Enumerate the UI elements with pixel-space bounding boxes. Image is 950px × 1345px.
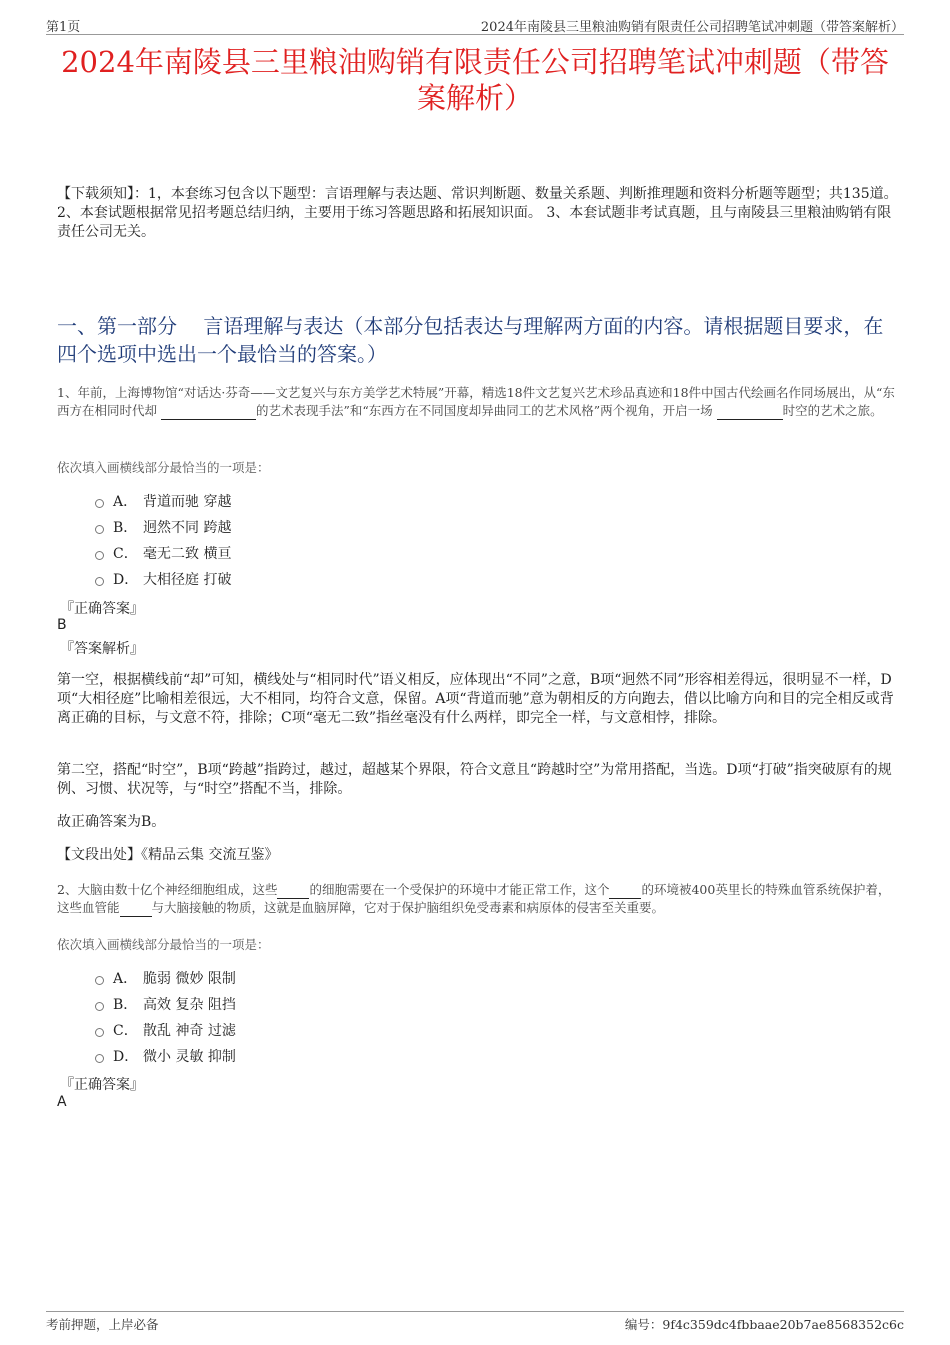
option-text: 大相径庭 打破: [143, 572, 232, 588]
page-footer: [46, 1311, 904, 1332]
q2-text-a: 2、大脑由数十亿个神经细胞组成，这些: [57, 882, 278, 897]
radio-icon[interactable]: [95, 1028, 104, 1037]
q2-instruction: 依次填入画横线部分最恰当的一项是：: [57, 937, 270, 952]
q1-text-c: 时空的艺术之旅。: [782, 403, 883, 418]
download-notice: 【下载须知】：1，本套练习包含以下题型：言语理解与表达题、常识判断题、数量关系题、判断推理题和资料分析题等题型；共135道。 2、本套试题根据常见招考题总结归纳，主要用于练习答题思路和拓展知识面。 3、本套试题非考试真题，且与南陵县三里粮油购销有限责任公司无关。: [57, 186, 898, 240]
q1-conclusion: 故正确答案为B。: [57, 814, 166, 830]
question-2-stem: [57, 881, 902, 917]
radio-icon[interactable]: [95, 1054, 104, 1063]
q2-option-a[interactable]: [95, 965, 236, 991]
q1-option-b[interactable]: [95, 514, 231, 540]
option-text: 毫无二致 横亘: [143, 546, 232, 562]
q2-blank-1: [277, 898, 309, 899]
q1-source: 【文段出处】《精品云集 交流互鉴》: [57, 847, 279, 863]
q2-answer: A: [57, 1094, 67, 1110]
q1-option-d[interactable]: [95, 566, 231, 592]
q2-text-c: 的环境被400英里长的特殊血管系统保护着，这些血管能: [57, 882, 891, 915]
q2-option-b[interactable]: [95, 991, 236, 1017]
option-text: 微小 灵敏 抑制: [143, 1049, 236, 1065]
section-title: 一、第一部分 言语理解与表达（本部分包括表达与理解两方面的内容。请根据题目要求，在四个选项中选出一个最恰当的答案。）: [57, 314, 884, 366]
radio-icon[interactable]: [95, 499, 104, 508]
page-number: 第1页: [46, 20, 81, 35]
q2-answer-label: 『正确答案』: [60, 1077, 144, 1093]
radio-icon[interactable]: [95, 577, 104, 586]
header-doc-title: 2024年南陵县三里粮油购销有限责任公司招聘笔试冲刺题（带答案解析）: [480, 20, 904, 35]
option-text: 脆弱 微妙 限制: [143, 971, 236, 987]
option-letter: C．: [113, 546, 138, 562]
q2-text-d: 与大脑接触的物质，这就是血脑屏障，它对于保护脑组织免受毒素和病原体的侵害至关重要。: [151, 900, 665, 915]
q2-blank-3: [120, 916, 152, 917]
q2-blank-2: [609, 898, 641, 899]
option-letter: D．: [113, 572, 139, 588]
q1-answer-label: 『正确答案』: [60, 601, 144, 617]
option-text: 背道而驰 穿越: [143, 494, 232, 510]
q1-analysis-label: 『答案解析』: [60, 641, 144, 657]
q1-blank-2: [717, 419, 783, 420]
page-header: [46, 14, 904, 35]
q2-options: [95, 965, 236, 1069]
q1-option-c[interactable]: [95, 540, 231, 566]
q1-blank-1: [161, 419, 256, 420]
document-title: 2024年南陵县三里粮油购销有限责任公司招聘笔试冲刺题（带答案解析）: [61, 45, 889, 115]
q1-instruction: 依次填入画横线部分最恰当的一项是：: [57, 460, 270, 475]
q2-option-c[interactable]: [95, 1017, 236, 1043]
footer-slogan: 考前押题，上岸必备: [46, 1317, 159, 1332]
radio-icon[interactable]: [95, 525, 104, 534]
footer-serial: 编号：9f4c359dc4fbbaae20b7ae8568352c6c: [624, 1317, 904, 1332]
radio-icon[interactable]: [95, 551, 104, 560]
q2-text-b: 的细胞需要在一个受保护的环境中才能正常工作，这个: [309, 882, 610, 897]
option-letter: D．: [113, 1049, 139, 1065]
option-text: 散乱 神奇 过滤: [143, 1023, 236, 1039]
q1-option-a[interactable]: [95, 488, 231, 514]
option-text: 迥然不同 跨越: [143, 520, 232, 536]
question-1-stem: [57, 384, 902, 420]
q1-analysis-paragraph-1: 第一空，根据横线前“却”可知，横线处与“相同时代”语义相反，应体现出“不同”之意，B项“迥然不同”形容相差得远，很明显不一样，D项“大相径庭”比喻相差很远，大不相同，均符合文意，保留。A项“背道而驰”意为朝相反的方向跑去，借以比喻方向和目的完全相反或背离正确的目标，与文意不符，排除；C项“毫无二致”指丝毫没有什么两样，即完全一样，与文意相悖，排除。: [57, 672, 894, 726]
q1-answer: B: [57, 617, 67, 633]
q1-text-a: 1、年前，上海博物馆“对话达·芬奇——文艺复兴与东方美学艺术特展”开幕，精选18件文艺复兴艺术珍品真迹和18件中国古代绘画名作同场展出，从“东西方在相同时代却: [57, 385, 895, 418]
option-text: 高效 复杂 阻挡: [143, 997, 236, 1013]
radio-icon[interactable]: [95, 1002, 104, 1011]
option-letter: B．: [113, 520, 138, 536]
option-letter: A．: [113, 971, 138, 987]
q1-options: [95, 488, 231, 592]
q1-analysis-paragraph-2: 第二空，搭配“时空”，B项“跨越”指跨过，越过，超越某个界限，符合文意且“跨越时空”为常用搭配，当选。D项“打破”指突破原有的规例、习惯、状况等，与“时空”搭配不当，排除。: [57, 762, 892, 797]
option-letter: B．: [113, 997, 138, 1013]
option-letter: A．: [113, 494, 138, 510]
option-letter: C．: [113, 1023, 138, 1039]
q2-option-d[interactable]: [95, 1043, 236, 1069]
q1-text-b: 的艺术表现手法”和“东西方在不同国度却异曲同工的艺术风格”两个视角，开启一场: [255, 403, 717, 418]
radio-icon[interactable]: [95, 976, 104, 985]
